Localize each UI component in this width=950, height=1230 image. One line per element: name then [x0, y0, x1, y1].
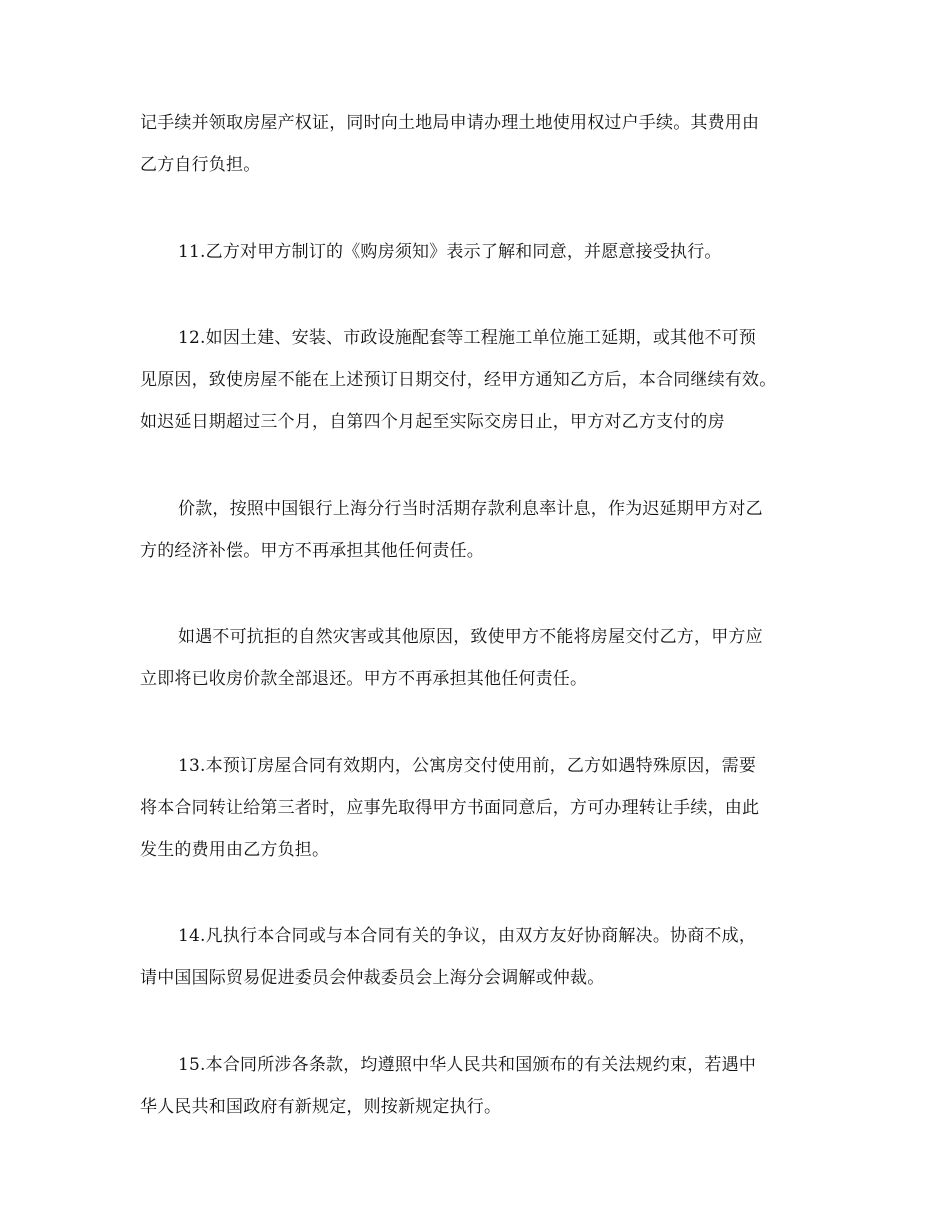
- clause-11: 11.乙方对甲方制订的《购房须知》表示了解和同意，并愿意接受执行。: [178, 242, 722, 262]
- text-line: 请中国国际贸易促进委员会仲裁委员会上海分会调解或仲裁。: [140, 968, 605, 988]
- force-majeure-paragraph: 如遇不可抗拒的自然灾害或其他原因，致使甲方不能将房屋交付乙方，甲方应: [178, 627, 763, 647]
- text-line: 方的经济补偿。甲方不再承担其他任何责任。: [140, 541, 484, 561]
- text-line: 发生的费用由乙方负担。: [140, 840, 330, 860]
- clause-12: 12.如因土建、安装、市政设施配套等工程施工单位施工延期，或其他不可预: [178, 328, 757, 348]
- text-line: 记手续并领取房屋产权证，同时向土地局申请办理土地使用权过户手续。其费用由: [140, 113, 760, 133]
- clause-14: 14.凡执行本合同或与本合同有关的争议，由双方友好协商解决。协商不成，: [178, 926, 757, 946]
- text-line: 华人民共和国政府有新规定，则按新规定执行。: [140, 1097, 502, 1117]
- text-line: 乙方自行负担。: [140, 155, 261, 175]
- text-line: 将本合同转让给第三者时，应事先取得甲方书面同意后，方可办理转让手续，由此: [140, 798, 760, 818]
- text-line: 见原因，致使房屋不能在上述预订日期交付，经甲方通知乙方后，本合同继续有效。: [140, 370, 777, 390]
- text-line: 立即将已收房价款全部退还。甲方不再承担其他任何责任。: [140, 669, 588, 689]
- clause-15: 15.本合同所涉各条款，均遵照中华人民共和国颁布的有关法规约束，若遇中: [178, 1055, 757, 1075]
- text-line: 如迟延日期超过三个月，自第四个月起至实际交房日止，甲方对乙方支付的房: [140, 412, 725, 432]
- clause-13: 13.本预订房屋合同有效期内，公寓房交付使用前，乙方如遇特殊原因，需要: [178, 756, 757, 776]
- text-line: 价款，按照中国银行上海分行当时活期存款利息率计息，作为迟延期甲方对乙: [178, 499, 763, 519]
